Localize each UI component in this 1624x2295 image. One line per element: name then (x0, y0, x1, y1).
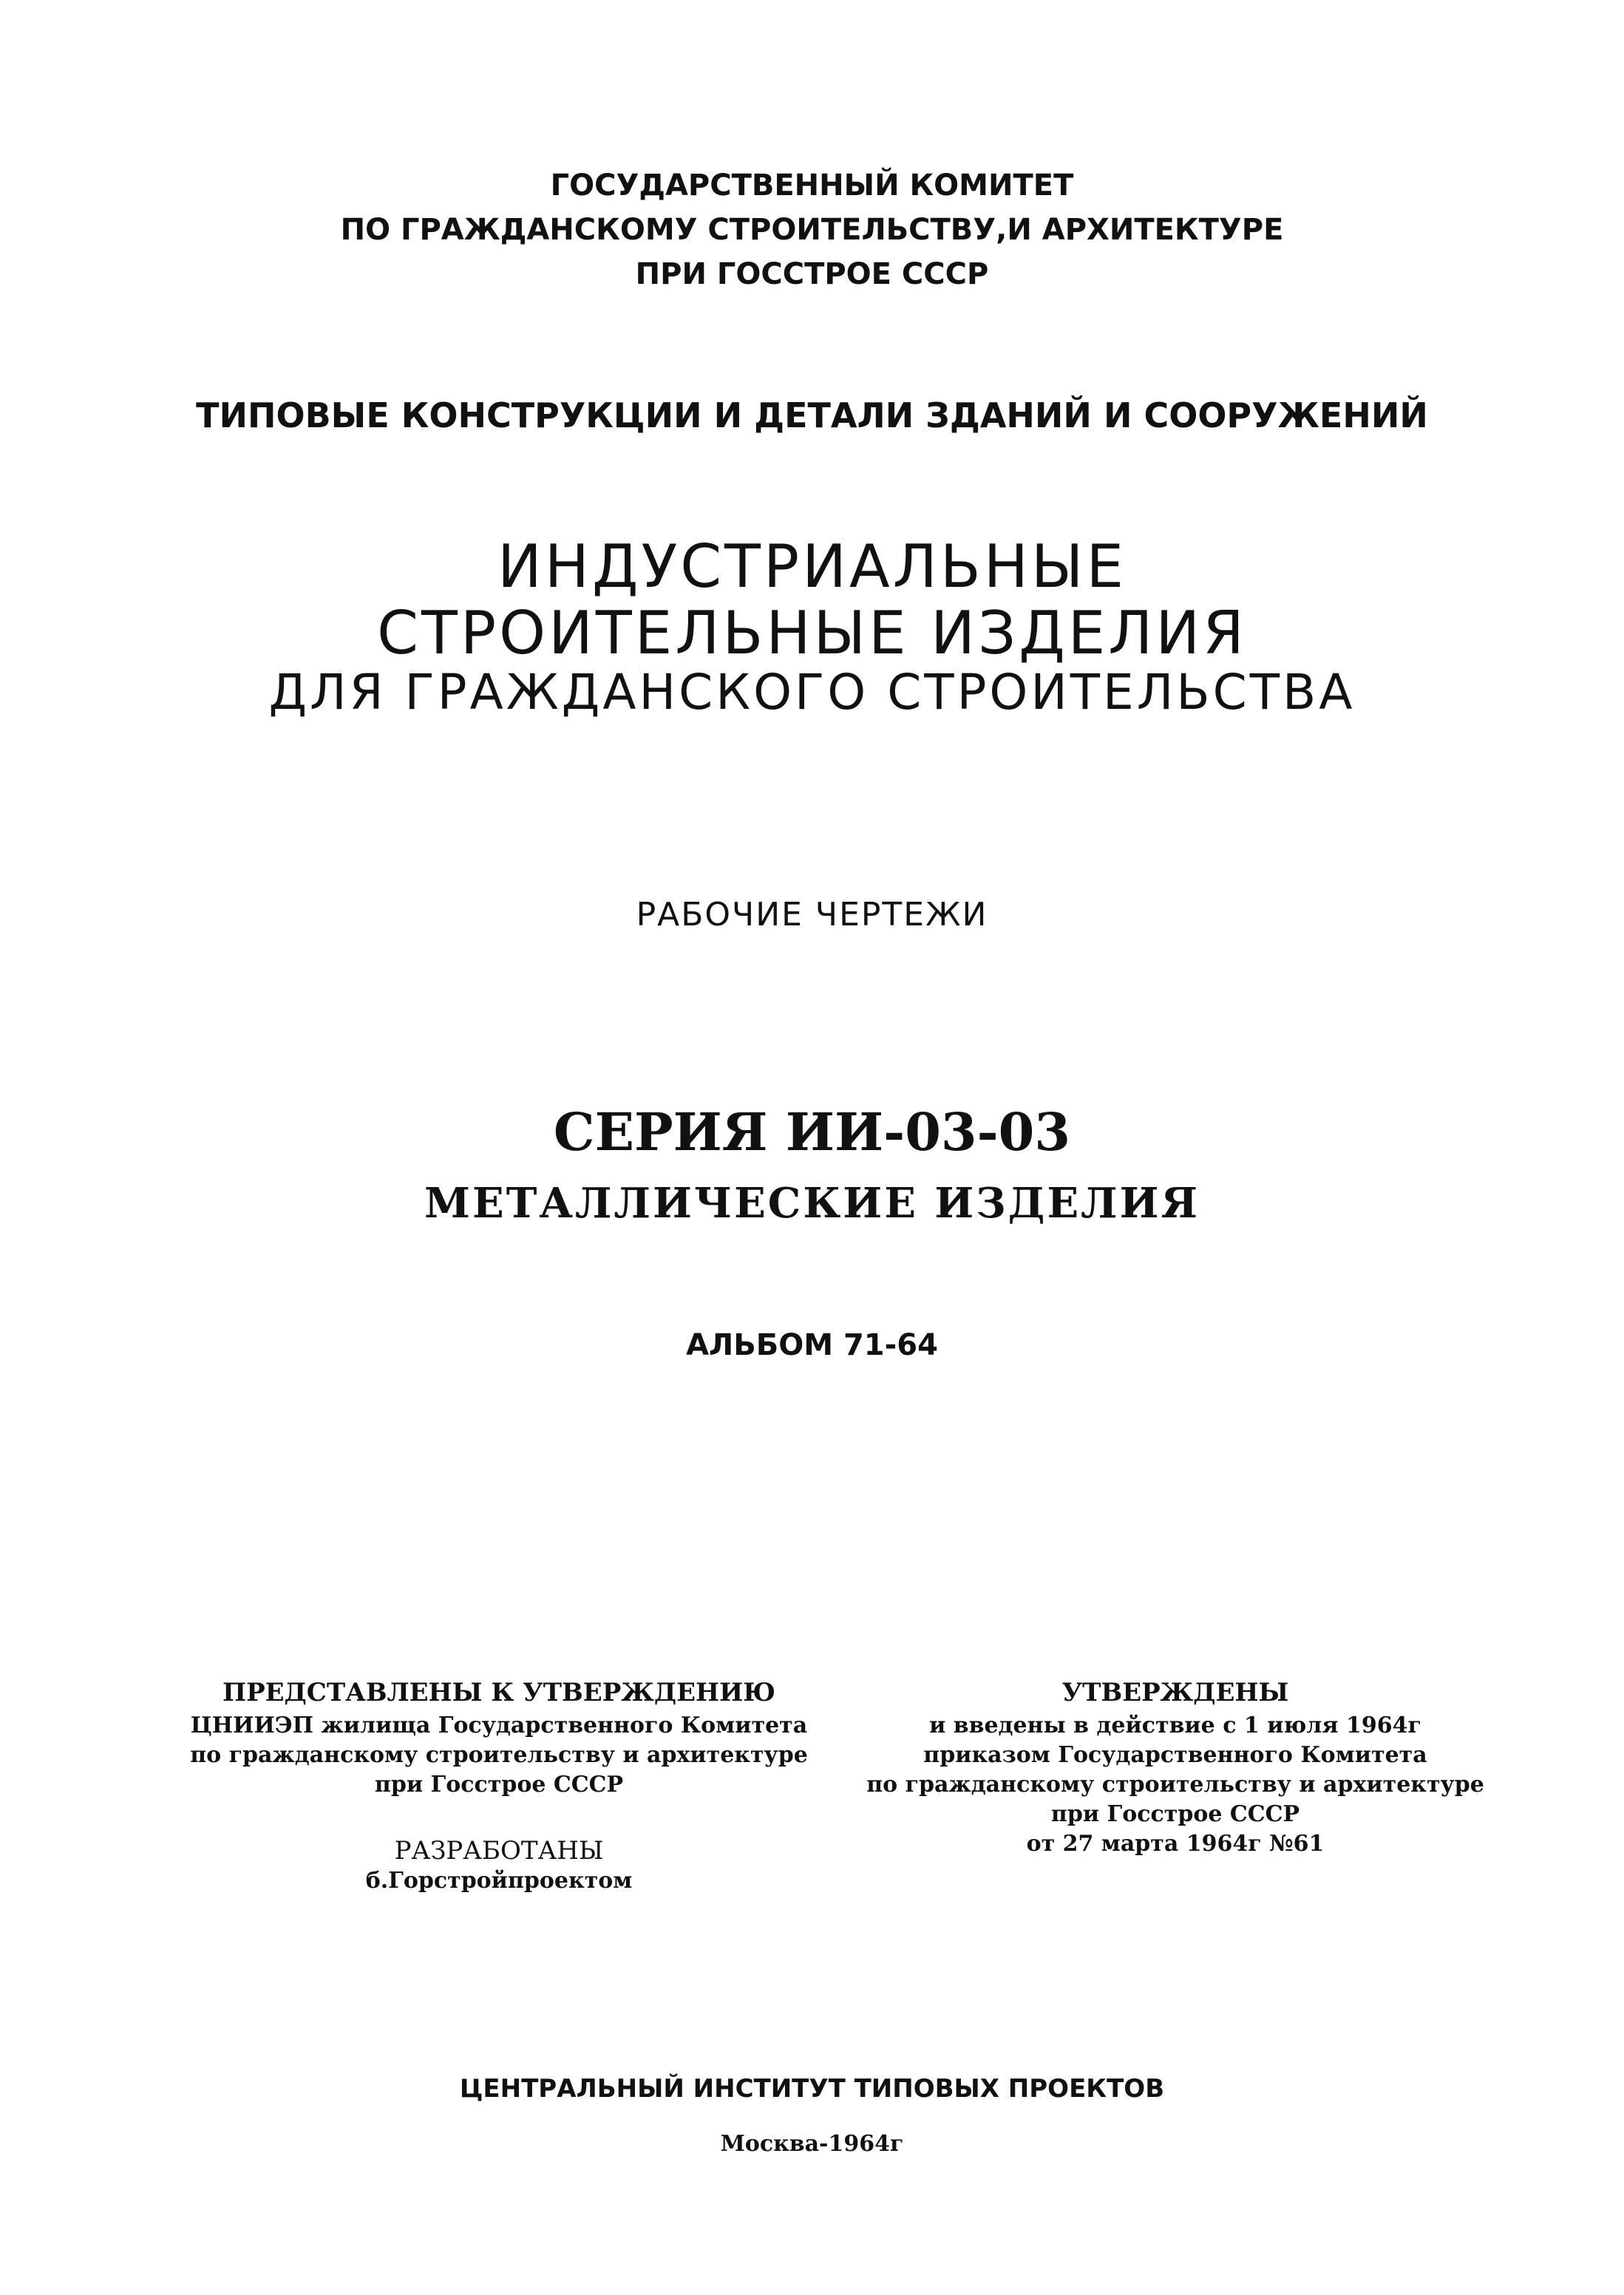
main-title-line-2: СТРОИТЕЛЬНЫЕ ИЗДЕЛИЯ (377, 599, 1247, 667)
series-name: МЕТАЛЛИЧЕСКИЕ ИЗДЕЛИЯ (424, 1179, 1200, 1228)
submitted-line-3: при Госстрое СССР (374, 1772, 624, 1798)
approved-line-3: по гражданскому строительству и архитектуре (866, 1772, 1484, 1798)
committee-name-line-2: ПО ГРАЖДАНСКОМУ СТРОИТЕЛЬСТВУ,И АРХИТЕКТУРЕ (340, 213, 1284, 247)
approved-heading: УТВЕРЖДЕНЫ (1061, 1678, 1289, 1707)
series-code: СЕРИЯ ИИ-03-03 (553, 1101, 1071, 1163)
approved-line-2: приказом Государственного Комитета (923, 1742, 1427, 1768)
main-title-line-1: ИНДУСТРИАЛЬНЫЕ (497, 532, 1127, 601)
developed-by: б.Горстройпроектом (365, 1868, 633, 1894)
document-type: РАБОЧИЕ ЧЕРТЕЖИ (636, 896, 988, 934)
committee-name-line-3: ПРИ ГОССТРОЕ СССР (635, 257, 989, 291)
approved-line-4: при Госстрое СССР (1050, 1801, 1300, 1827)
submitted-line-1: ЦНИИЭП жилища Государственного Комитета (190, 1713, 808, 1738)
album-number: АЛЬБОМ 71-64 (686, 1328, 938, 1362)
developed-heading: РАЗРАБОТАНЫ (394, 1836, 604, 1866)
approved-line-1: и введены в действие с 1 июля 1964г (929, 1713, 1421, 1738)
publication-city-year: Москва-1964г (720, 2131, 904, 2157)
submitted-heading: ПРЕДСТАВЛЕНЫ К УТВЕРЖДЕНИЮ (222, 1678, 776, 1707)
series-heading: ТИПОВЫЕ КОНСТРУКЦИИ И ДЕТАЛИ ЗДАНИЙ И СООРУЖЕНИЙ (196, 395, 1428, 435)
approved-line-5: от 27 марта 1964г №61 (1026, 1831, 1325, 1857)
publisher-institute: ЦЕНТРАЛЬНЫЙ ИНСТИТУТ ТИПОВЫХ ПРОЕКТОВ (459, 2074, 1165, 2104)
main-title-line-3: ДЛЯ ГРАЖДАНСКОГО СТРОИТЕЛЬСТВА (268, 664, 1356, 721)
committee-name-line-1: ГОСУДАРСТВЕННЫЙ КОМИТЕТ (550, 169, 1074, 203)
submitted-line-2: по гражданскому строительству и архитектуре (190, 1742, 808, 1768)
